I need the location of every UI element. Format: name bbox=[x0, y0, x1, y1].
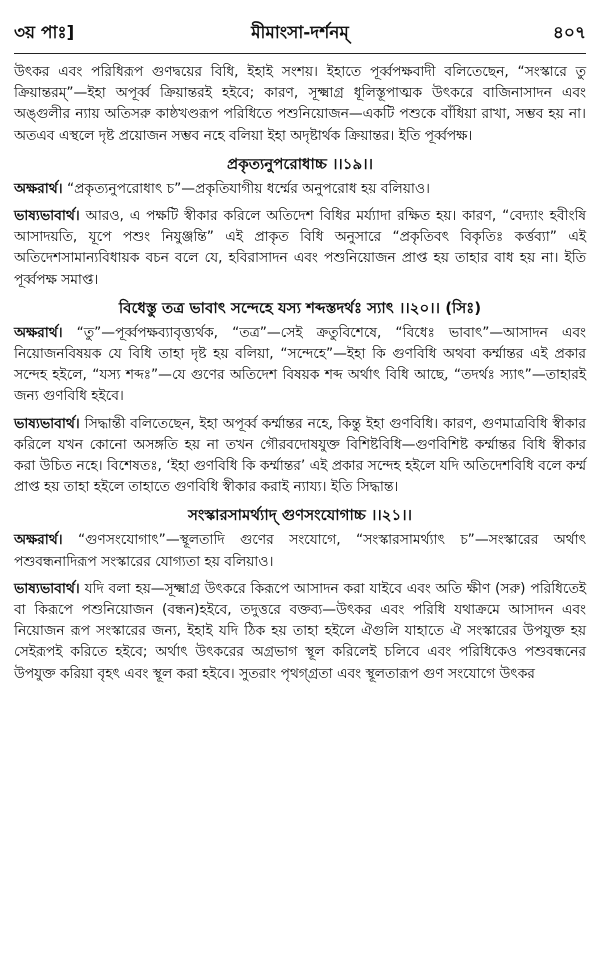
bhashya-label: ভাষ্যভাবার্থ। bbox=[14, 415, 80, 432]
akshara-text: “প্রকৃত্যনুপরোধাৎ চ”—প্রকৃতিযাগীয় ধর্ম্মের অনুপরোধ হয় বলিয়াও। bbox=[62, 180, 430, 197]
bhashya-text: যদি বলা হয়—সূক্ষ্মাগ্র উৎকরে কিরূপে আসাদন করা যাইবে এবং অতি ক্ষীণ (সরু) পরিধিতেই বা কিরূপে পশুনিয়োজন (বন্ধন)হইবে, তদুত্তরে বক্তব্য—উৎকর এবং পরিধি যথাক্রমে আসাদন এবং নিয়োজন রূপ সংস্কারের জন্য, ইহাই যদি ঠিক হয় তাহা হইলে ঐগুলি যাহাতে ঐ সংস্কারের উপযুক্ত হয় সেইরূপই করিতে হইবে; অর্থাৎ উৎকরের অগ্রভাগ স্থূল করিলেই চলিবে এবং পরিধিকেও পশুবন্ধনের উপযুক্ত করিয়া বৃহৎ এবং স্থূল করা হইবে। সুতরাং পৃথগ্‌গ্রতা এবং স্থূলতারূপ গুণ সংযোগে উৎকর bbox=[14, 580, 586, 682]
bhashya-text: সিদ্ধান্তী বলিতেছেন, ইহা অপূর্ব্ব কর্ম্মান্তর নহে, কিন্তু ইহা গুণবিধি। কারণ, গুণমাত্রবিধি স্বীকার করিলে যখন কোনো অসঙ্গতি হয় না তখন গৌরবদোষযুক্ত বিশিষ্টবিধি—গুণবিশিষ্ট কর্ম্মান্তর বিধি স্বীকার করা উচিত নহে। বিশেষতঃ, ‘ইহা গুণবিধি কি কর্ম্মান্তর’ এই প্রকার সন্দেহ হইলে যদি অতিদেশবিধি বলে কর্ম্ম প্রাপ্ত হয় তাহা হইলে তাহাতে গুণবিধি স্বীকার করাই ন্যায্য। ইতি সিদ্ধান্ত। bbox=[14, 415, 586, 496]
page-number: ৪০৭ bbox=[552, 23, 586, 43]
akshara-text: “তু”—পূর্ব্বপক্ষব্যাবৃত্ত্যর্থক, “তত্র”—সেই ক্রতুবিশেষে, “বিধেঃ ভাবাৎ”—আসাদন এবং নিয়োজনবিষয়ক যে বিধি তাহা দৃষ্ট হয় বলিয়া, “সন্দেহে”—ইহা কি গুণবিধি অথবা কর্ম্মান্তর এই প্রকার সন্দেহ হইলে, “যস্য শব্দঃ”—যে গুণের অতিদেশ বিষয়ক শব্দ অর্থাৎ বিধি আছে, “তদর্থঃ স্যাৎ”—তাহারই জন্য গুণবিধি হইবে। bbox=[14, 324, 586, 405]
bhashya-text: আরও, এ পক্ষটি স্বীকার করিলে অতিদেশ বিধির মর্য্যাদা রক্ষিত হয়। কারণ, “বেদ্যাং হবীংষি আসাদয়তি, যূপে পশুং নিযুঞ্জন্তি” এই প্রাকৃত বিধি অনুসারে “প্রকৃতিবৎ বিকৃতিঃ কর্ত্তব্যা” এই অতিদেশসামান্যবিধায়ক বচন বলে যে, হবিরাসাদন এবং পশুনিয়োজন প্রাপ্ত হয় তাহার বাধ হয় না। ইতি পূর্ব্বপক্ষ সমাপ্ত। bbox=[14, 208, 586, 288]
bhashya-label: ভাষ্যভাবার্থ। bbox=[14, 580, 80, 597]
akshara-text: “গুণসংযোগাৎ”—স্থূলতাদি গুণের সংযোগে, “সংস্কারসামর্থ্যাৎ চ”—সংস্কারের অর্থাৎ পশুবন্ধনাদিরূপ সংস্কারের যোগ্যতা হয় বলিয়াও। bbox=[14, 532, 586, 570]
akshara-label: অক্ষরার্থ। bbox=[14, 180, 63, 197]
chapter-indicator: ৩য় পাঃ] bbox=[14, 23, 75, 43]
sutra-heading-20: বিধেস্তু তত্র ভাবাৎ সন্দেহে যস্য শব্দস্তদর্থঃ স্যাৎ ।।২০।। (সিঃ) bbox=[118, 298, 482, 317]
page-body bbox=[14, 62, 586, 685]
bhashya-paragraph-19 bbox=[14, 206, 586, 291]
bhashya-paragraph-20 bbox=[14, 414, 586, 499]
akshara-label: অক্ষরার্থ। bbox=[14, 532, 63, 549]
akshara-paragraph-19 bbox=[14, 179, 586, 200]
intro-paragraph: উৎকর এবং পরিধিরূপ গুণদ্বয়ের বিধি, ইহাই সংশয়। ইহাতে পূর্ব্বপক্ষবাদী বলিতেছেন, “সংস্কারে তু ক্রিয়ান্তরম্”—ইহা অপূর্ব্ব ক্রিয়ান্তরই হইবে; কারণ, সূক্ষ্মাগ্র ধূলিস্তূপাত্মক উৎকরে বাজিনাসাদন এবং অঙ্গুলীর ন্যায় অতিসরু কাষ্ঠখণ্ডরূপ পরিধিতে পশুনিয়োজন—একটি পশুকে বাঁধিয়া রাখা, সম্ভব হয় না। অতএব এস্থলে দৃষ্ট প্রয়োজন সম্ভব নহে বলিয়া ইহা অদৃষ্টার্থক ক্রিয়ান্তর। ইতি পূর্ব্বপক্ষ। bbox=[14, 64, 586, 144]
sutra-heading-19: প্রকৃত্যনুপরোধাচ্চ ।।১৯।। bbox=[227, 154, 373, 173]
akshara-paragraph-21 bbox=[14, 530, 586, 572]
sutra-heading-21: সংস্কারসামর্থ্যাদ্ গুণসংযোগাচ্চ ।।২১।। bbox=[187, 506, 412, 525]
akshara-paragraph-20 bbox=[14, 323, 586, 408]
bhashya-label: ভাষ্যভাবার্থ। bbox=[14, 208, 80, 225]
akshara-label: অক্ষরার্থ। bbox=[14, 324, 63, 341]
bhashya-paragraph-21 bbox=[14, 579, 586, 685]
book-title: মীমাংসা-দর্শনম্ bbox=[251, 23, 349, 43]
page-header bbox=[14, 14, 586, 54]
